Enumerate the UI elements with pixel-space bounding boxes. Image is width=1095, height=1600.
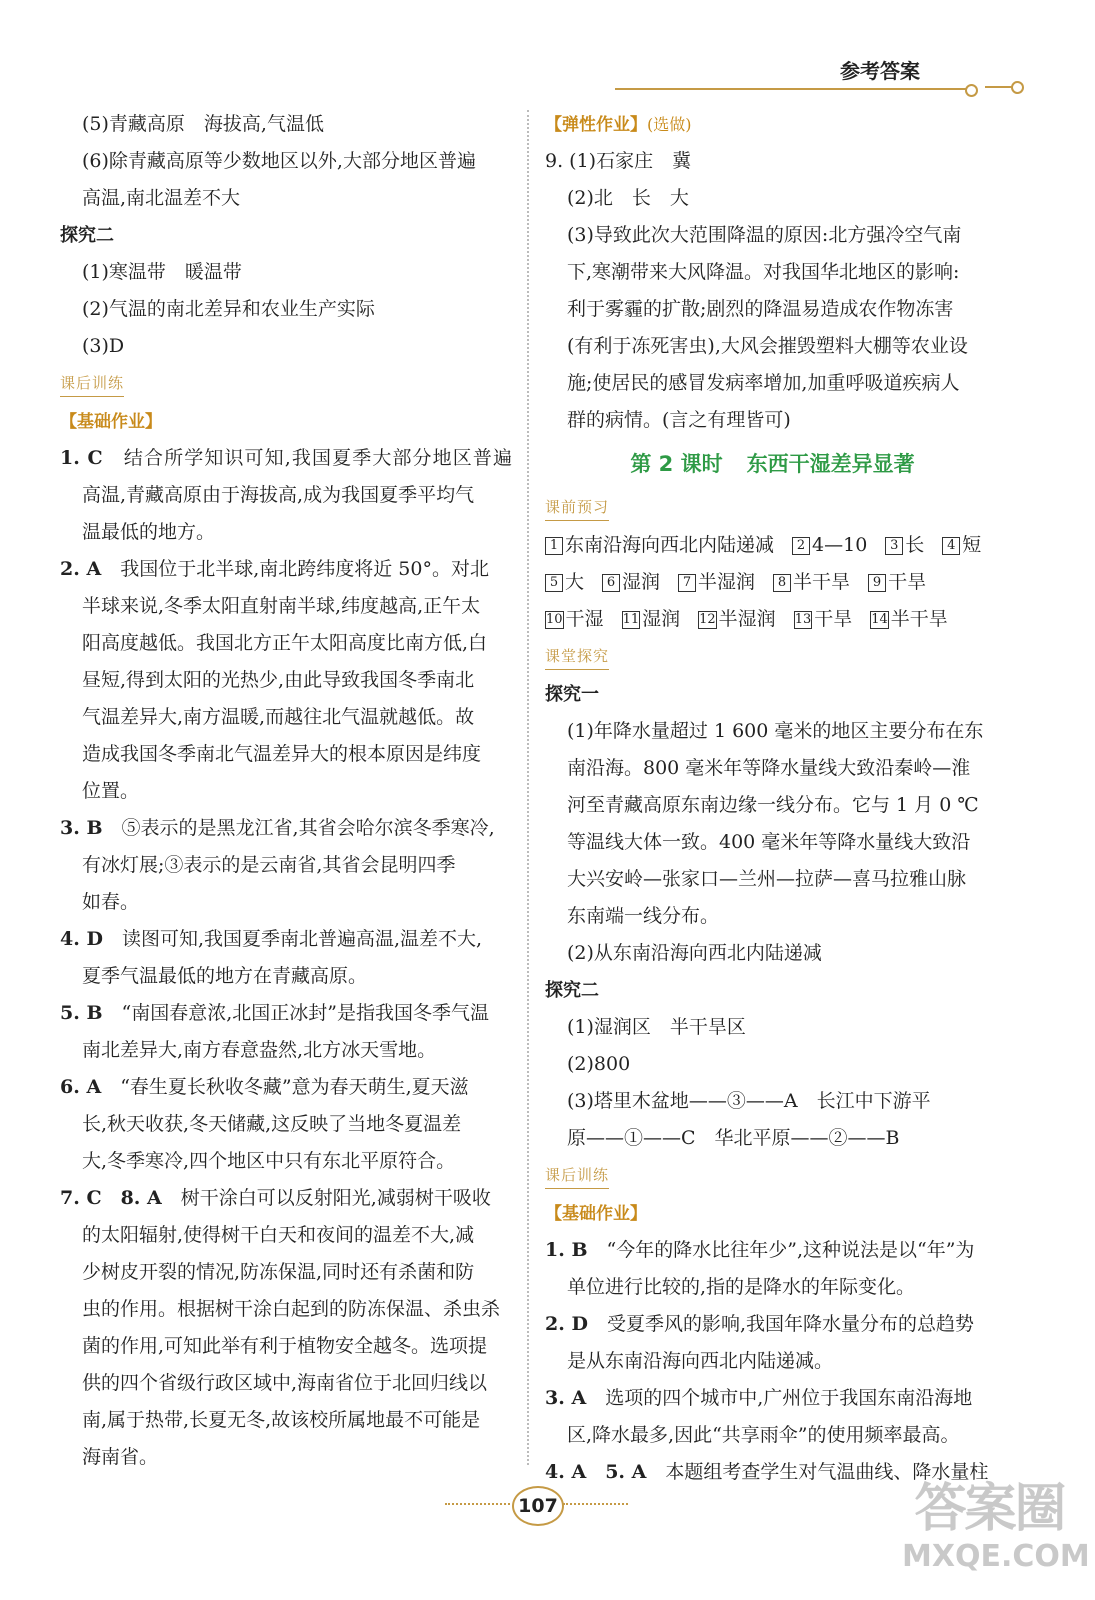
question-number: 4. D [60, 928, 103, 950]
question-number: 3. B [60, 817, 103, 839]
question-line: 位置。 [82, 780, 140, 802]
question-text: 选项的四个城市中,广州位于我国东南沿海地 [605, 1387, 973, 1409]
answer-line: 东南端一线分布。 [567, 905, 720, 927]
preview-answer [602, 571, 660, 593]
question-line: 阳高度越低。我国北方正午太阳高度比南方低,白 [82, 632, 488, 654]
header-rule [615, 88, 970, 90]
explore-heading: 探究二 [60, 225, 114, 246]
question-line: 高温,青藏高原由于海拔高,成为我国夏季平均气 [82, 484, 475, 506]
question-line: 有冰灯展;③表示的是云南省,其省会昆明四季 [82, 854, 456, 876]
answer-line: (1)年降水量超过 1 600 毫米的地区主要分布在东 [567, 720, 984, 742]
header-rule-end [985, 86, 1013, 88]
question-text: “春生夏长秋收冬藏”意为春天萌生,夏天滋 [120, 1076, 469, 1098]
question-line: 是从东南沿海向西北内陆递减。 [567, 1350, 834, 1372]
right-column [545, 106, 1000, 1491]
page-number: 107 [512, 1486, 564, 1526]
answer-text: 干旱 [888, 571, 927, 593]
question-number: 4. A 5. A [545, 1461, 647, 1483]
question-line: 区,降水最多,因此“共享雨伞”的使用频率最高。 [567, 1424, 960, 1446]
preview-answer [678, 571, 755, 593]
answer-text: 湿润 [622, 571, 661, 593]
question-number: 7. C 8. A [60, 1187, 162, 1209]
answer-text: 短 [962, 534, 982, 556]
preview-answer [792, 534, 867, 556]
preview-answer [622, 608, 681, 630]
answer-line: 9. (1)石家庄 冀 [545, 150, 692, 172]
answer-line: (5)青藏高原 海拔高,气温低 [82, 113, 324, 135]
answer-line: 原——①——C 华北平原——②——B [567, 1127, 900, 1149]
question-text: ⑤表示的是黑龙江省,其省会哈尔滨冬季寒冷, [121, 817, 495, 839]
answer-text: 半湿润 [698, 571, 756, 593]
answer-text: 大 [565, 571, 585, 593]
footer-dots [563, 1503, 628, 1505]
question-line [545, 1380, 1000, 1417]
watermark-text: 答案圈 [914, 1479, 1065, 1539]
answer-number-box: 5 [545, 574, 563, 592]
answer-text: 东南沿海向西北内陆递减 [565, 534, 775, 556]
answer-number-box: 3 [885, 537, 903, 555]
answer-number-box: 12 [699, 612, 716, 627]
answer-number-box: 10 [546, 612, 563, 627]
answer-line: (3)塔里木盆地——③——A 长江中下游平 [567, 1090, 931, 1112]
question-number: 1. C [60, 447, 103, 469]
lesson-title [545, 439, 1000, 489]
lesson-name: 东西干湿差异显著 [746, 452, 915, 476]
question-line [60, 440, 512, 477]
preview-answer [885, 534, 924, 556]
answer-line: (1)寒温带 暖温带 [82, 261, 242, 283]
answer-line: (3)D [82, 335, 125, 357]
question-line: 昼短,得到太阳的光热少,由此导致我国冬季南北 [82, 669, 475, 691]
watermark-url: MXQE.COM [902, 1539, 1090, 1574]
answer-number-box: 11 [622, 612, 640, 627]
answer-line: (2)800 [567, 1053, 631, 1075]
basic-homework-title: 【基础作业】 [60, 412, 162, 432]
answer-text: 长 [905, 534, 925, 556]
answer-line: (6)除青藏高原等少数地区以外,大部分地区普遍 [82, 150, 476, 172]
answer-line: (2)气温的南北差异和农业生产实际 [82, 298, 375, 320]
section-tag: 课后训练 [60, 372, 124, 397]
question-line: 造成我国冬季南北气温差异大的根本原因是纬度 [82, 743, 482, 765]
question-text: 受夏季风的影响,我国年降水量分布的总趋势 [606, 1313, 974, 1335]
question-number: 1. B [545, 1239, 588, 1261]
answer-line: 南沿海。800 毫米年等降水量线大致沿秦岭—淮 [567, 757, 971, 779]
question-text: 我国位于北半球,南北跨纬度将近 50°。对北 [120, 558, 489, 580]
preview-answer [545, 608, 604, 630]
answer-number-box: 13 [794, 612, 812, 627]
question-text: 读图可知,我国夏季南北普遍高温,温差不大, [121, 928, 483, 950]
header-ring [965, 84, 978, 97]
section-tag: 课前预习 [545, 496, 609, 521]
question-line [60, 995, 512, 1032]
question-line: 夏季气温最低的地方在青藏高原。 [82, 965, 368, 987]
question-text: “今年的降水比往年少”,这种说法是以“年”为 [606, 1239, 975, 1261]
question-text: “南国春意浓,北国正冰封”是指我国冬季气温 [121, 1002, 489, 1024]
question-line [60, 1180, 512, 1217]
answer-text: 干湿 [565, 608, 604, 630]
answer-number-box: 4 [942, 537, 960, 555]
left-column [60, 106, 512, 1476]
answer-text: 4—10 [812, 534, 868, 556]
question-number: 5. B [60, 1002, 103, 1024]
answer-text: 干旱 [814, 608, 853, 630]
answer-number-box: 14 [871, 612, 888, 627]
basic-homework-title: 【基础作业】 [545, 1204, 647, 1224]
optional-note: (选做) [647, 115, 692, 134]
answer-line: 群的病情。(言之有理皆可) [567, 409, 791, 431]
question-line [545, 1232, 1000, 1269]
preview-answer [545, 534, 774, 556]
question-text: 结合所学知识可知,我国夏季大部分地区普遍 [123, 447, 512, 469]
preview-answer [794, 608, 853, 630]
question-line: 供的四个省级行政区域中,海南省位于北回归线以 [82, 1372, 488, 1394]
question-number: 6. A [60, 1076, 102, 1098]
preview-answers-row [545, 601, 1000, 638]
question-line: 少树皮开裂的情况,防冻保温,同时还有杀菌和防 [82, 1261, 475, 1283]
question-line: 大,冬季寒冷,四个地区中只有东北平原符合。 [82, 1150, 456, 1172]
question-line [60, 551, 512, 588]
question-line: 半球来说,冬季太阳直射南半球,纬度越高,正午太 [82, 595, 481, 617]
question-line: 气温差异大,南方温暖,而越往北气温就越低。故 [82, 706, 475, 728]
preview-answer [868, 571, 926, 593]
answer-text: 半湿润 [718, 608, 776, 630]
answer-text: 湿润 [642, 608, 681, 630]
question-number: 3. A [545, 1387, 587, 1409]
answer-line: 下,寒潮带来大风降温。对我国华北地区的影响: [567, 261, 960, 283]
preview-answer [870, 608, 948, 630]
preview-answer [773, 571, 850, 593]
question-line: 长,秋天收获,冬天储藏,这反映了当地冬夏温差 [82, 1113, 462, 1135]
question-line: 温最低的地方。 [82, 521, 216, 543]
question-line: 单位进行比较的,指的是降水的年际变化。 [567, 1276, 916, 1298]
question-line [60, 921, 512, 958]
question-line: 菌的作用,可知此举有利于植物安全越冬。选项提 [82, 1335, 488, 1357]
question-number: 2. A [60, 558, 102, 580]
preview-answer [942, 534, 981, 556]
question-line [60, 810, 512, 847]
answer-number-box: 2 [792, 537, 810, 555]
preview-answer [545, 571, 584, 593]
section-tag: 课堂探究 [545, 645, 609, 670]
section-tag: 课后训练 [545, 1164, 609, 1189]
question-line: 如春。 [82, 891, 140, 913]
question-line [60, 1069, 512, 1106]
question-line: 南,属于热带,长夏无冬,故该校所属地最不可能是 [82, 1409, 481, 1431]
question-line: 南北差异大,南方春意盎然,北方冰天雪地。 [82, 1039, 437, 1061]
explore-heading: 探究一 [545, 684, 599, 705]
answer-number-box: 8 [773, 574, 791, 592]
answer-number-box: 9 [868, 574, 886, 592]
answer-text: 半干旱 [890, 608, 948, 630]
preview-answers-row [545, 564, 1000, 601]
answer-line: (有利于冻死害虫),大风会摧毁塑料大棚等农业设 [567, 335, 968, 357]
question-number: 2. D [545, 1313, 588, 1335]
answer-line: 等温线大体一致。400 毫米年等降水量线大致沿 [567, 831, 971, 853]
question-line: 虫的作用。根据树干涂白起到的防冻保温、杀虫杀 [82, 1298, 501, 1320]
question-text: 本题组考查学生对气温曲线、降水量柱 [665, 1461, 989, 1483]
header-ring-end [1011, 81, 1024, 94]
answer-line: 大兴安岭—张家口—兰州—拉萨—喜马拉雅山脉 [567, 868, 967, 890]
answer-line: (2)从东南沿海向西北内陆递减 [567, 942, 822, 964]
answer-line: 利于雾霾的扩散;剧烈的降温易造成农作物冻害 [567, 298, 954, 320]
question-line: 海南省。 [82, 1446, 159, 1468]
watermark-logo [902, 1478, 1090, 1588]
answer-line: 河至青藏高原东南边缘一线分布。它与 1 月 0 ℃ [567, 794, 979, 816]
answer-text: 半干旱 [793, 571, 851, 593]
question-text: 树干涂白可以反射阳光,减弱树干吸收 [180, 1187, 491, 1209]
footer-dots [445, 1503, 510, 1505]
answer-line: 高温,南北温差不大 [82, 187, 241, 209]
answer-number-box: 7 [678, 574, 696, 592]
preview-answers-row [545, 527, 1000, 564]
answer-number-box: 1 [545, 537, 563, 555]
preview-answer [698, 608, 776, 630]
answer-line: (2)北 长 大 [567, 187, 689, 209]
explore-heading: 探究二 [545, 980, 599, 1001]
header-title: 参考答案 [840, 59, 920, 83]
answer-line: (1)湿润区 半干旱区 [567, 1016, 746, 1038]
question-line [545, 1306, 1000, 1343]
answer-number-box: 6 [602, 574, 620, 592]
answer-line: 施;使居民的感冒发病率增加,加重呼吸道疾病人 [567, 372, 960, 394]
answer-line: (3)导致此次大范围降温的原因:北方强冷空气南 [567, 224, 962, 246]
lesson-number: 第 2 课时 [630, 452, 723, 476]
column-divider [527, 110, 529, 1465]
question-line: 的太阳辐射,使得树干白天和夜间的温差不大,减 [82, 1224, 475, 1246]
elastic-homework-title: 【弹性作业】 [545, 115, 647, 135]
